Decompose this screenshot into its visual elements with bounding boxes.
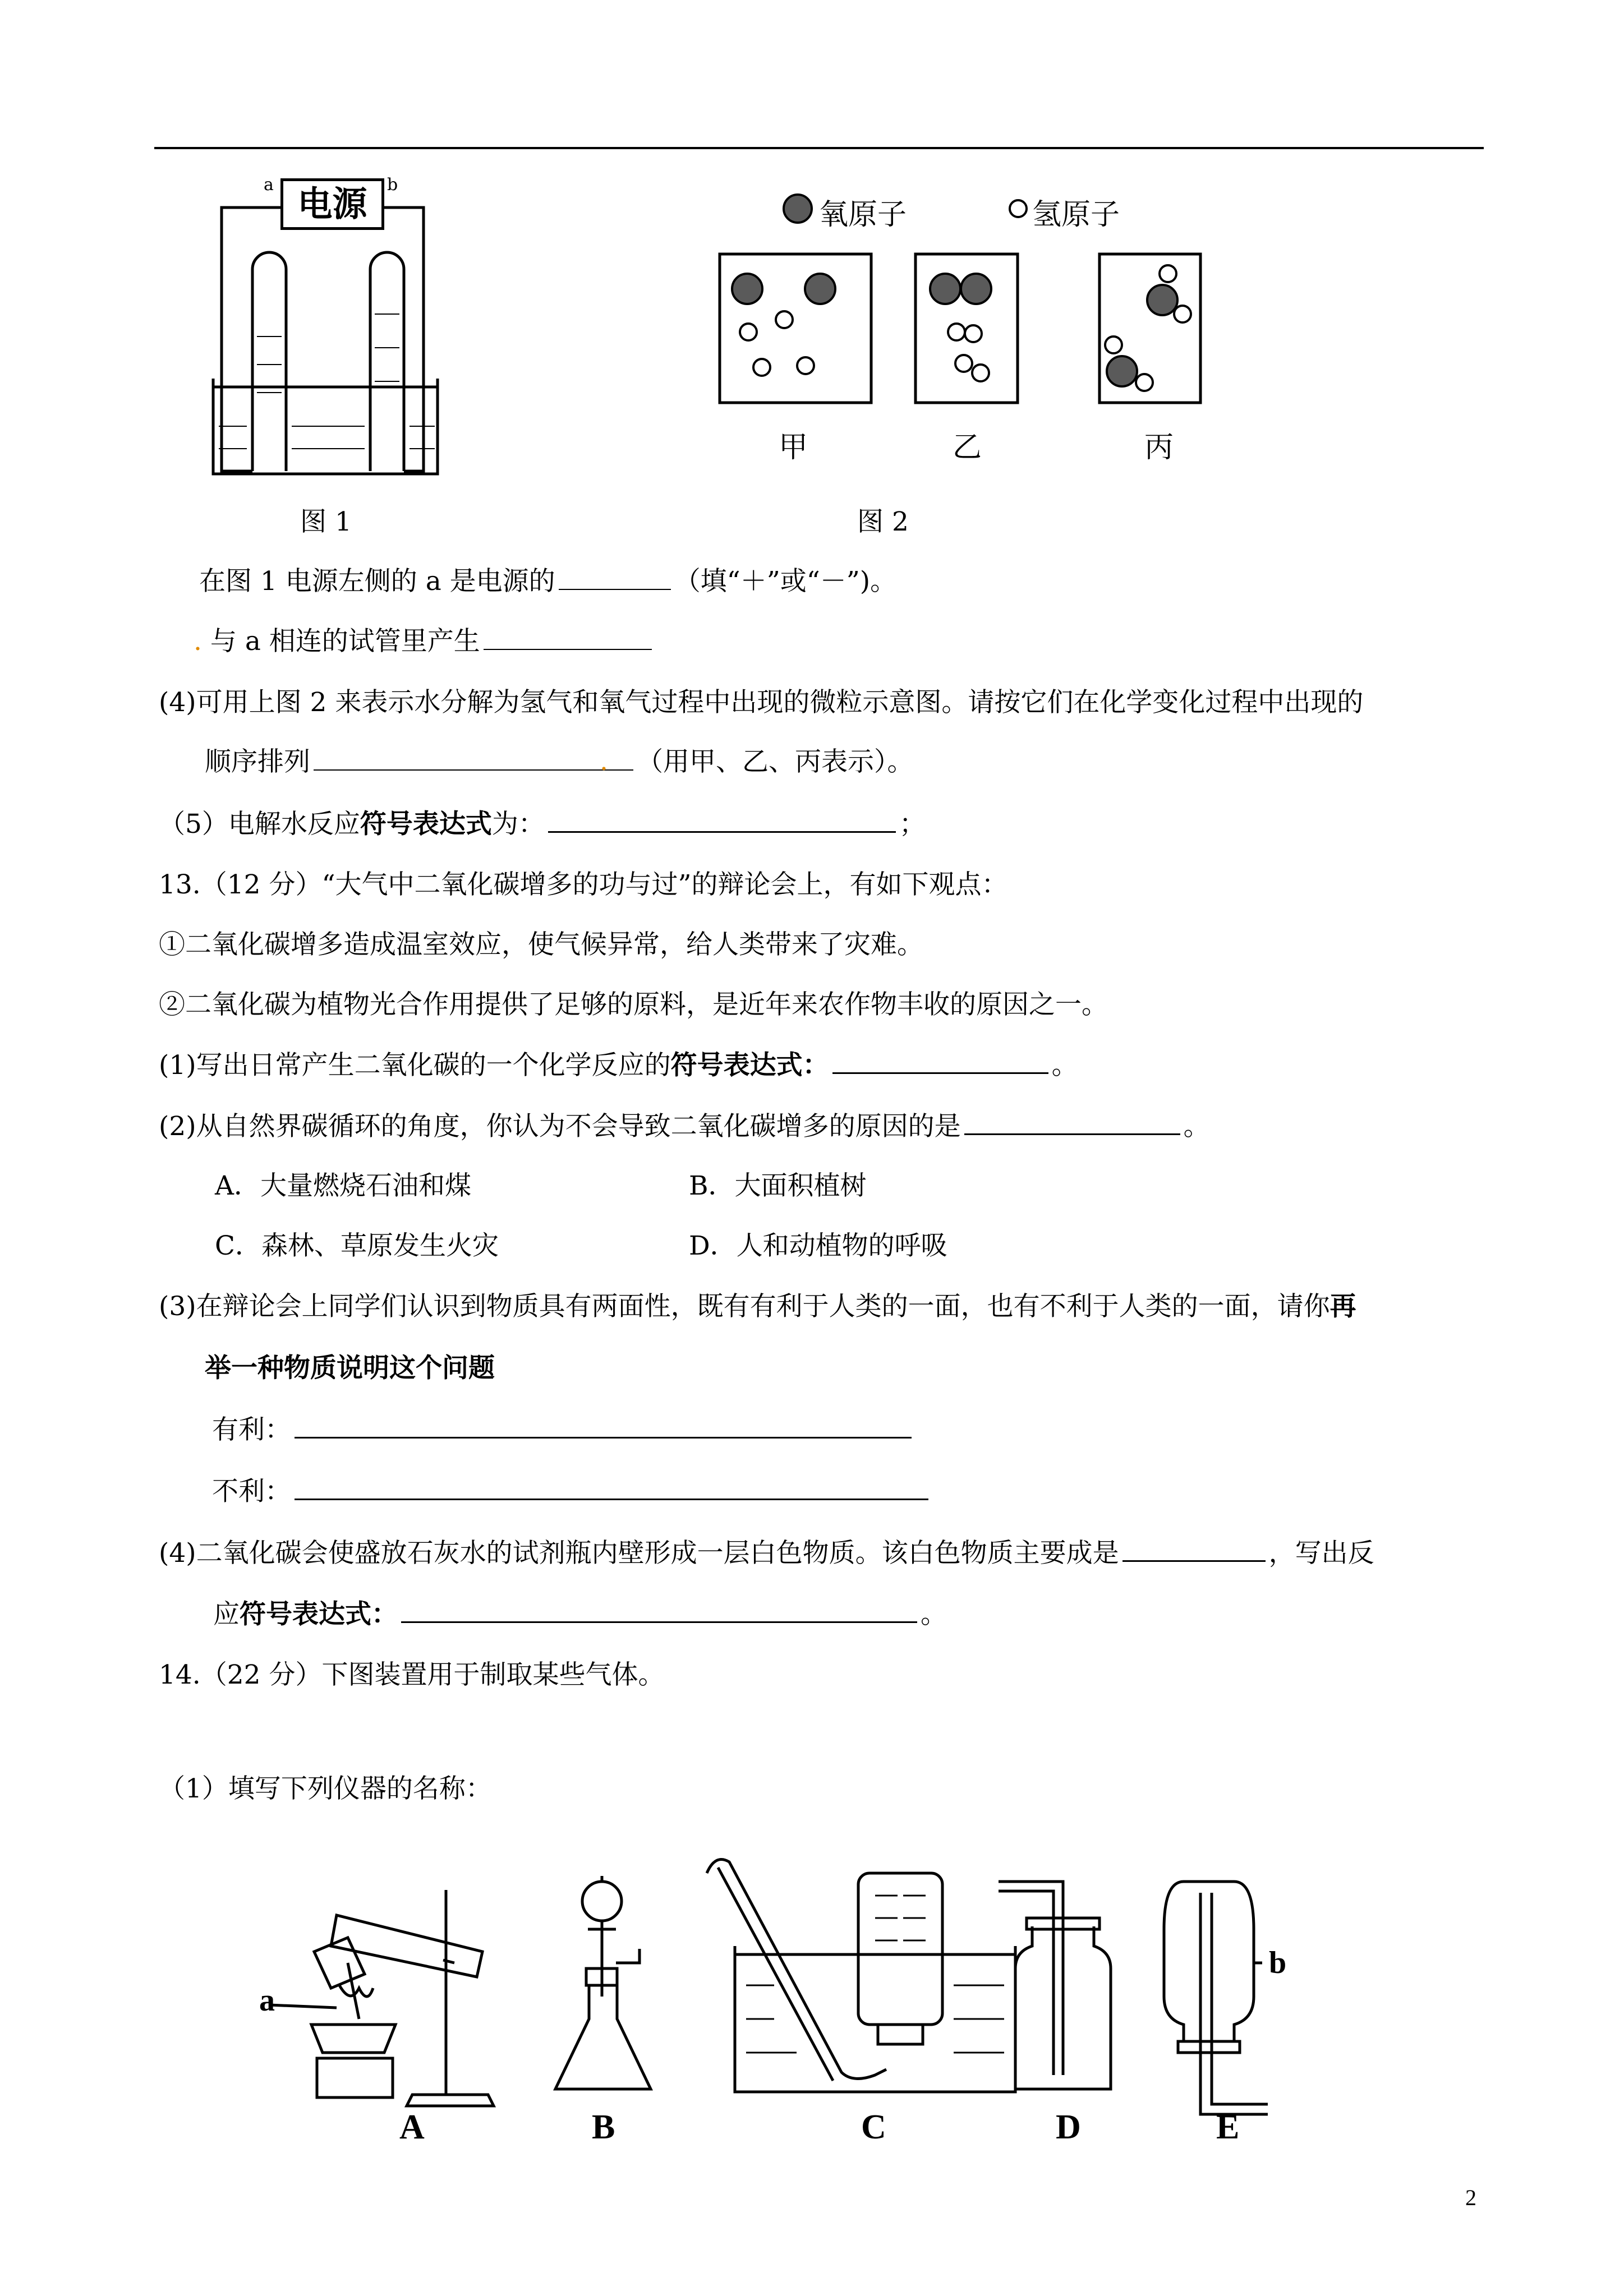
legend-hydrogen-label: 氢原子 <box>1032 198 1120 232</box>
apparatus-letter-a: A <box>399 2108 425 2146</box>
option-d: D．人和动植物的呼吸 <box>689 1230 947 1261</box>
box-label-yi: 乙 <box>953 431 982 464</box>
option-a: A．大量燃烧石油和煤 <box>215 1170 471 1201</box>
apparatus-letter-b: B <box>592 2108 615 2146</box>
apparatus-a <box>269 1890 494 2106</box>
q13-part-2: (2)从自然界碳循环的角度，你认为不会导致二氧化碳增多的原因的是 。 <box>159 1109 1210 1144</box>
label-a-lamp: a <box>259 1983 275 2018</box>
q5-line: （5）电解水反应符号表达式为： ； <box>159 806 926 841</box>
q14-title: 14.（22 分）下图装置用于制取某些气体。 <box>159 1659 665 1690</box>
apparatus-letter-c: C <box>861 2108 886 2146</box>
terminal-b-label: b <box>387 175 398 195</box>
q14-part-1: （1）填写下列仪器的名称： <box>159 1773 492 1804</box>
apparatus-letter-d: D <box>1056 2108 1081 2146</box>
legend-oxygen-label: 氧原子 <box>819 198 907 232</box>
apparatus-c <box>707 1860 1015 2092</box>
line-tube-a-product: . 与 a 相连的试管里产生 <box>194 624 655 658</box>
option-c: C．森林、草原发生火灾 <box>215 1230 499 1261</box>
q13-part-3-line-2: 举一种物质说明这个问题 <box>205 1353 495 1384</box>
apparatus-letter-e: E <box>1216 2108 1240 2146</box>
apparatus-e <box>1164 1882 1268 2114</box>
q13-part-1: (1)写出日常产生二氧化碳的一个化学反应的符号表达式： 。 <box>159 1048 1078 1082</box>
blank-particle-order[interactable]: . <box>314 745 633 771</box>
option-b: B．大面积植树 <box>689 1170 867 1201</box>
q13-viewpoint-1: ①二氧化碳增多造成温室效应，使气候异常，给人类带来了灾难。 <box>159 929 923 960</box>
box-label-jia: 甲 <box>779 431 808 464</box>
q13-viewpoint-2: ②二氧化碳为植物光合作用提供了足够的原料，是近年来农作物丰收的原因之一。 <box>159 989 1108 1020</box>
terminal-a-label: a <box>264 175 274 195</box>
line-power-terminal: 在图 1 电源左侧的 a 是电源的 （填“＋”或“－”)。 <box>199 564 896 598</box>
advantage-line: 有利： <box>212 1412 915 1447</box>
power-supply-label: 电源 <box>297 183 367 224</box>
label-b-bottle: b <box>1269 1945 1287 1980</box>
q13-title: 13.（12 分）“大气中二氧化碳增多的功与过”的辩论会上，有如下观点： <box>159 869 1008 900</box>
disadvantage-line: 不利： <box>212 1474 932 1509</box>
box-label-bing: 丙 <box>1144 431 1174 464</box>
q4-line-2: 顺序排列 . （用甲、乙、丙表示）。 <box>205 746 914 777</box>
page-number: 2 <box>1465 2185 1476 2210</box>
figure-1-caption: 图 1 <box>300 506 352 537</box>
figure-2-caption: 图 2 <box>857 506 909 537</box>
apparatus-b <box>555 1876 651 2089</box>
q13-part-4-line-1: (4)二氧化碳会使盛放石灰水的试剂瓶内壁形成一层白色物质。该白色物质主要成是 ，写出反 <box>159 1536 1374 1570</box>
q13-part-3-line-1: (3)在辩论会上同学们认识到物质具有两面性，既有有利于人类的一面，也有不利于人类的一面，请你再 <box>159 1291 1356 1322</box>
q4-line-1: (4)可用上图 2 来表示水分解为氢气和氧气过程中出现的微粒示意图。请按它们在化学变化过程中出现的 <box>159 687 1364 718</box>
q13-part-4-line-2: 应符号表达式： 。 <box>213 1597 947 1631</box>
apparatus-d <box>999 1882 1111 2089</box>
